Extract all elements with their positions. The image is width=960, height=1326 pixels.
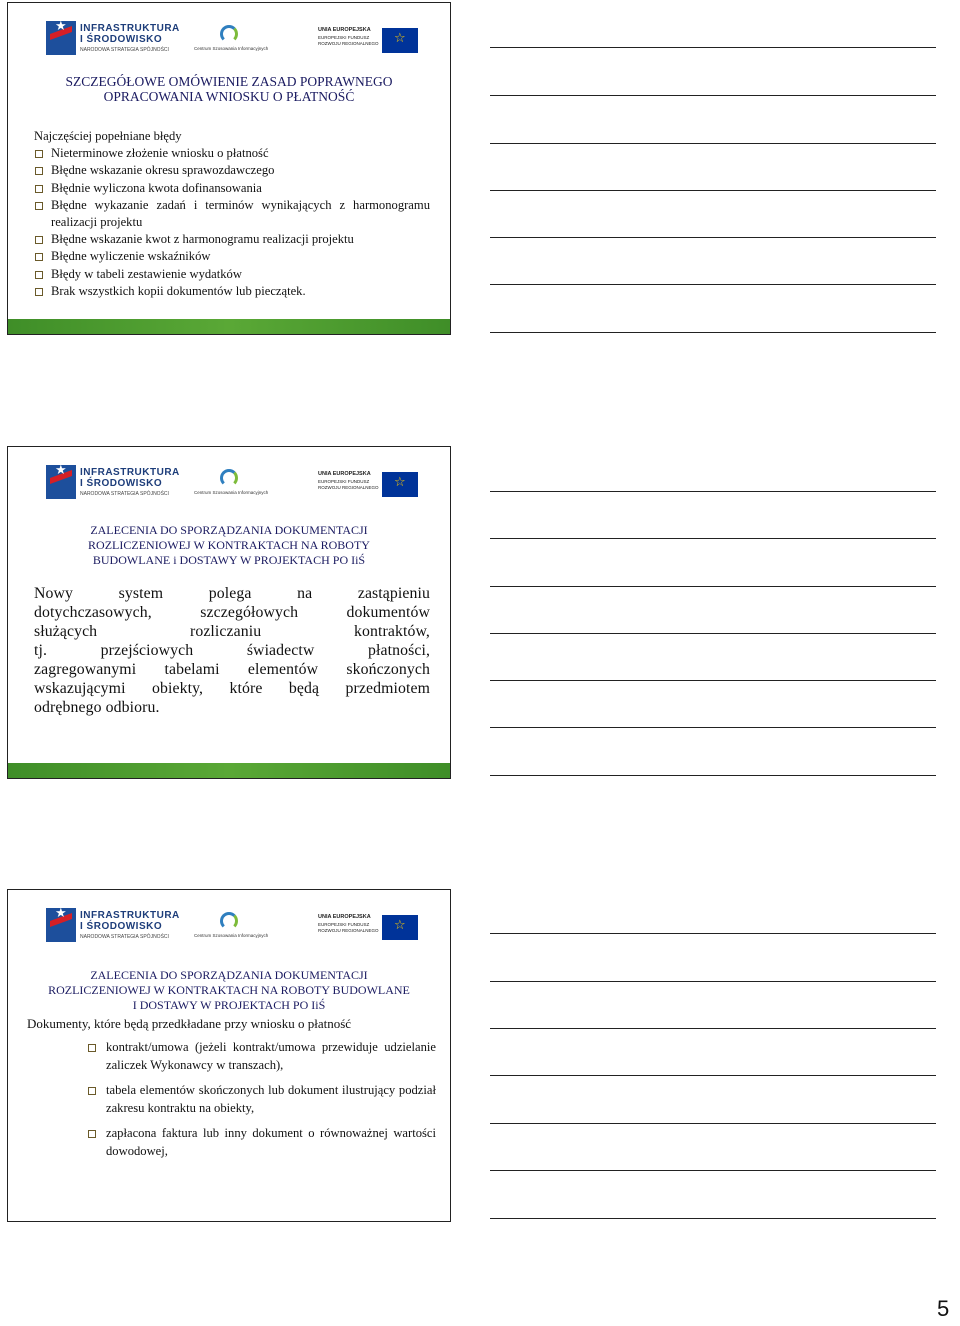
logo-eu-text: EUROPEJSKI FUNDUSZ ROZWOJU REGIONALNEGO xyxy=(318,35,379,46)
slide-3-title-line1: ZALECENIA DO SPORZĄDZANIA DOKUMENTACJI xyxy=(90,968,368,982)
square-bullet-icon xyxy=(88,1130,96,1138)
logo-header xyxy=(8,447,450,507)
cs-swirl-icon xyxy=(220,25,238,43)
infrastruktura-star-icon xyxy=(46,465,76,499)
list-item: Błędne wyliczenie wskaźników xyxy=(35,248,430,265)
slide-1 xyxy=(7,2,451,335)
eu-flag-icon xyxy=(382,915,418,940)
paragraph-line: odrębnego odbioru. xyxy=(34,699,160,716)
square-bullet-icon xyxy=(35,288,43,296)
eu-flag-icon xyxy=(382,472,418,497)
square-bullet-icon xyxy=(88,1044,96,1052)
errors-heading: Najczęściej popełniane błędy xyxy=(34,129,182,143)
documents-heading: Dokumenty, które będą przedkładane przy wniosku o płatność xyxy=(27,1016,352,1031)
infrastruktura-star-icon xyxy=(46,908,76,942)
green-bar xyxy=(8,763,450,778)
eu-flag-icon xyxy=(382,28,418,53)
slide-3-title-line3: I DOSTAWY W PROJEKTACH PO IiŚ xyxy=(132,998,326,1012)
logo-eu-line1: UNIA EUROPEJSKA xyxy=(318,471,371,477)
square-bullet-icon xyxy=(88,1087,96,1095)
green-bar xyxy=(8,319,450,334)
cs-swirl-icon xyxy=(220,469,238,487)
square-bullet-icon xyxy=(35,150,43,158)
list-item: Nieterminowe złożenie wniosku o płatność xyxy=(35,145,430,162)
paragraph-line: dotychczasowych, szczegółowych dokumentów xyxy=(34,604,430,621)
square-bullet-icon xyxy=(35,271,43,279)
slide-2-title xyxy=(8,523,450,568)
logo-eu-text: EUROPEJSKI FUNDUSZ ROZWOJU REGIONALNEGO xyxy=(318,479,379,490)
logo-cs-text: Centrum Szosowania Informacyjnych xyxy=(194,490,269,495)
square-bullet-icon xyxy=(35,236,43,244)
infrastruktura-star-icon xyxy=(46,21,76,55)
eu-logo xyxy=(318,469,418,501)
square-bullet-icon xyxy=(35,253,43,261)
slide-1-title-line2: OPRACOWANIA WNIOSKU O PŁATNOŚĆ xyxy=(103,89,355,104)
list-item: Brak wszystkich kopii dokumentów lub pieczątek. xyxy=(35,283,430,300)
square-bullet-icon xyxy=(35,185,43,193)
cs-swirl-icon xyxy=(220,912,238,930)
logo-cs-text: Centrum Szosowania Informacyjnych xyxy=(194,933,269,938)
slide-2-paragraph xyxy=(34,584,430,717)
logo-header xyxy=(8,3,450,63)
paragraph-line: zagregowanymi tabelami elementów skończonych xyxy=(34,661,430,678)
paragraph-line: wskazującymi obiekty, które będą przedmiotem xyxy=(34,680,430,697)
square-bullet-icon xyxy=(35,202,43,210)
logo-is-line3: NARODOWA STRATEGIA SPÓJNOŚCI xyxy=(80,491,169,497)
logo-is-line2: I ŚRODOWISKO xyxy=(80,921,163,932)
logo-is-line1: INFRASTRUKTURA xyxy=(80,23,180,34)
list-item: Błędne wskazanie okresu sprawozdawczego xyxy=(35,162,430,179)
logo-cs-text: Centrum Szosowania Informacyjnych xyxy=(194,46,269,51)
page-number: 5 xyxy=(937,1296,950,1321)
square-bullet-icon xyxy=(35,167,43,175)
infrastruktura-logo xyxy=(46,465,180,505)
paragraph-line: tj. przejściowych świadectw płatności, xyxy=(34,642,430,659)
list-item: Błędnie wyliczona kwota dofinansowania xyxy=(35,180,430,197)
cs-logo xyxy=(194,25,269,61)
logo-is-line1: INFRASTRUKTURA xyxy=(80,467,180,478)
logo-eu-text: EUROPEJSKI FUNDUSZ ROZWOJU REGIONALNEGO xyxy=(318,922,379,933)
slide-3 xyxy=(7,889,451,1222)
paragraph-line: Nowy system polega na zastąpieniu xyxy=(34,585,430,602)
slide-2 xyxy=(7,446,451,779)
paragraph-line: służących rozliczaniu kontraktów, xyxy=(34,623,430,640)
logo-is-line2: I ŚRODOWISKO xyxy=(80,34,163,45)
list-item: zapłacona faktura lub inny dokument o równoważnej wartości dowodowej, xyxy=(88,1124,436,1160)
slide-2-title-line3: BUDOWLANE i DOSTAWY W PROJEKTACH PO IiŚ xyxy=(92,553,366,567)
list-item: Błędne wykazanie zadań i terminów wynikających z harmonogramu realizacji projektu xyxy=(35,197,430,231)
logo-is-line3: NARODOWA STRATEGIA SPÓJNOŚCI xyxy=(80,934,169,940)
errors-list xyxy=(35,128,430,300)
list-item: tabela elementów skończonych lub dokument ilustrujący podział zakresu kontraktu na obiekty, xyxy=(88,1081,436,1117)
slide-2-title-line2: ROZLICZENIOWEJ W KONTRAKTACH NA ROBOTY xyxy=(88,538,370,552)
list-item: Błędne wskazanie kwot z harmonogramu realizacji projektu xyxy=(35,231,430,248)
cs-logo xyxy=(194,469,269,505)
logo-eu-line1: UNIA EUROPEJSKA xyxy=(318,27,371,33)
slide-1-title-line1: SZCZEGÓŁOWE OMÓWIENIE ZASAD POPRAWNEGO xyxy=(65,74,393,89)
logo-is-line2: I ŚRODOWISKO xyxy=(80,478,163,489)
infrastruktura-logo xyxy=(46,21,180,61)
list-item: kontrakt/umowa (jeżeli kontrakt/umowa przewiduje udzielanie zaliczek Wykonawcy w transzach), xyxy=(88,1038,436,1074)
logo-is-line1: INFRASTRUKTURA xyxy=(80,910,180,921)
documents-list xyxy=(88,1038,436,1167)
slide-2-title-line1: ZALECENIA DO SPORZĄDZANIA DOKUMENTACJI xyxy=(90,523,368,537)
logo-is-line3: NARODOWA STRATEGIA SPÓJNOŚCI xyxy=(80,47,169,53)
logo-header xyxy=(8,890,450,950)
eu-logo xyxy=(318,912,418,944)
slide-1-title xyxy=(8,74,450,104)
cs-logo xyxy=(194,912,269,948)
slide-3-title xyxy=(8,968,450,1013)
logo-eu-line1: UNIA EUROPEJSKA xyxy=(318,914,371,920)
list-item: Błędy w tabeli zestawienie wydatków xyxy=(35,266,430,283)
eu-logo xyxy=(318,25,418,57)
infrastruktura-logo xyxy=(46,908,180,948)
slide-3-title-line2: ROZLICZENIOWEJ W KONTRAKTACH NA ROBOTY BUDOWLANE xyxy=(48,983,410,997)
